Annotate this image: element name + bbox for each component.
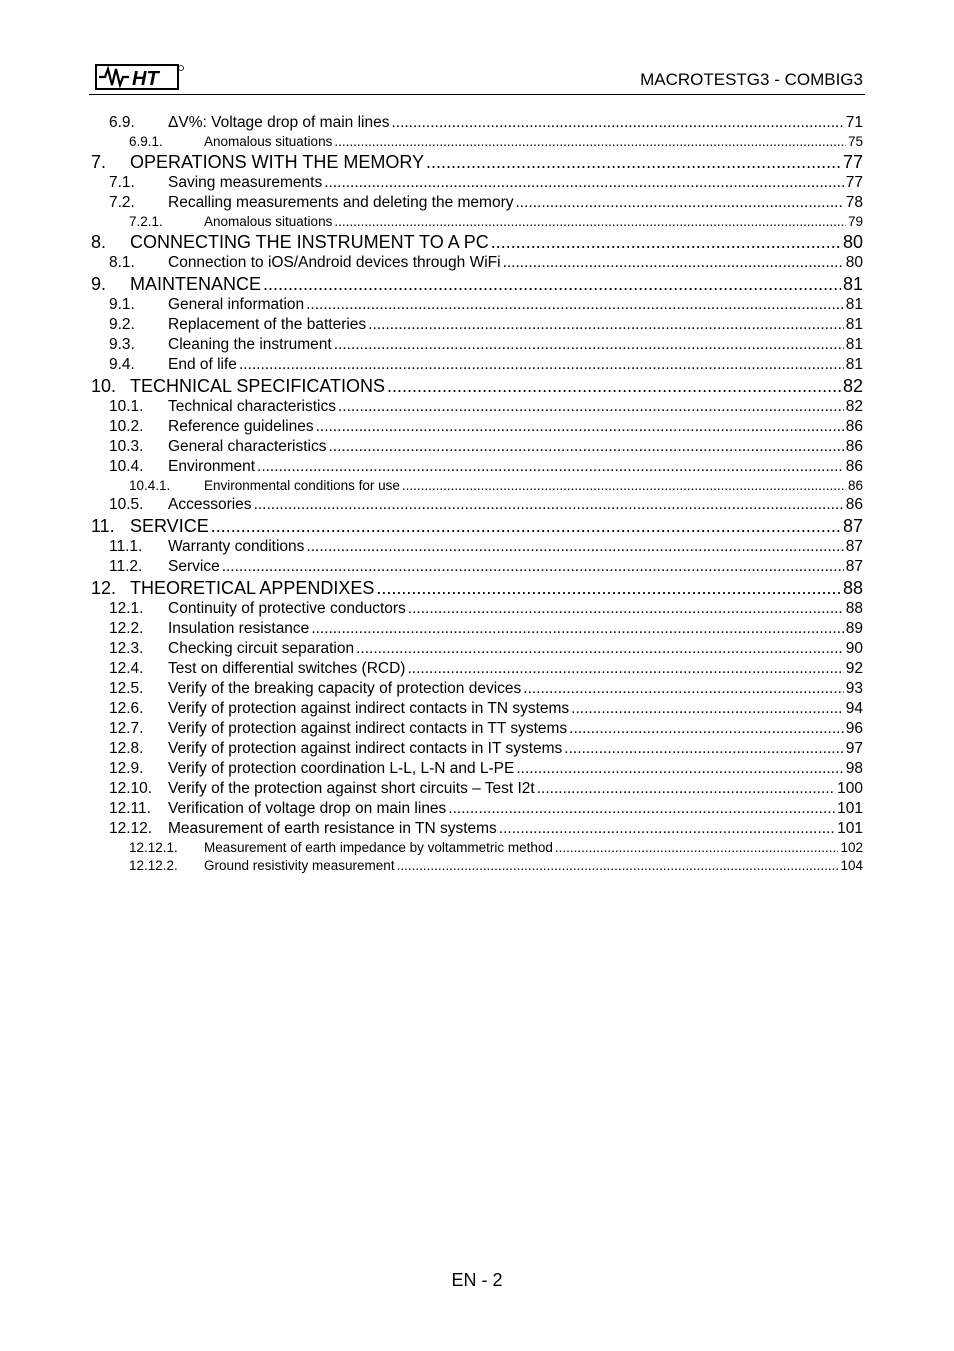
toc-entry[interactable] [91,133,863,151]
toc-entry-title: Checking circuit separation [168,640,355,657]
toc-entry-title: Measurement of earth impedance by voltammetric method [204,840,553,855]
toc-dot-leader [569,719,844,739]
toc-entry-title: Replacement of the batteries [168,316,367,333]
toc-entry-title: Continuity of protective conductors [168,600,406,617]
toc-entry-page: 86 [845,418,863,435]
toc-entry-number: 12. [91,578,117,598]
toc-entry[interactable] [91,515,863,537]
toc-entry-title: Ground resistivity measurement [204,858,395,873]
toc-entry-title: OPERATIONS WITH THE MEMORY [130,152,425,172]
toc-entry-number: 12.8. [109,740,144,757]
toc-entry-page: 82 [842,376,863,396]
toc-entry[interactable] [91,799,863,819]
toc-dot-leader [222,557,844,577]
toc-entry-number: 12.6. [109,700,144,717]
toc-dot-leader [211,515,841,537]
toc-entry-page: 81 [842,274,863,294]
toc-entry-number: 8. [91,232,107,252]
toc-entry-page: 101 [837,800,863,817]
toc-entry-page: 87 [842,516,863,536]
logo-text: HT [132,68,159,90]
toc-dot-leader [334,213,846,231]
toc-entry-page: 96 [845,720,863,737]
toc-entry-number: 12.5. [109,680,144,697]
document-title: MACROTESTG3 - COMBIG3 [640,70,863,89]
toc-entry-title: Reference guidelines [168,418,314,435]
toc-entry[interactable] [91,659,863,679]
toc-entry[interactable] [91,437,863,457]
toc-dot-leader [316,417,844,437]
ht-logo-icon [95,64,185,90]
toc-entry[interactable] [91,495,863,515]
toc-entry-title: Anomalous situations [204,214,333,229]
toc-dot-leader [402,477,846,495]
toc-entry[interactable] [91,779,863,799]
toc-entry-number: 12.4. [109,660,144,677]
toc-entry-page: 89 [845,620,863,637]
toc-entry-title: SERVICE [130,516,209,536]
toc-entry-title: Verify of protection against indirect contacts in IT systems [168,740,563,757]
toc-dot-leader [254,495,844,515]
toc-entry-title: MAINTENANCE [130,274,262,294]
toc-entry-page: 100 [837,780,863,797]
toc-entry[interactable] [91,417,863,437]
toc-entry-title: Measurement of earth resistance in TN systems [168,820,497,837]
toc-entry-title: THEORETICAL APPENDIXES [130,578,375,598]
toc-entry-number: 12.7. [109,720,144,737]
toc-entry[interactable] [91,619,863,639]
toc-entry-page: 79 [847,214,863,229]
toc-entry-title: Connection to iOS/Android devices through WiFi [168,254,501,271]
toc-entry[interactable] [91,375,863,397]
toc-dot-leader [564,739,843,759]
toc-entry[interactable] [91,819,863,839]
toc-entry[interactable] [91,679,863,699]
toc-entry-title: Accessories [168,496,252,513]
toc-entry-number: 12.9. [109,760,144,777]
toc-entry-page: 93 [845,680,863,697]
toc-entry-title: Verify of the breaking capacity of protection devices [168,680,522,697]
toc-dot-leader [338,397,844,417]
toc-entry-title: Recalling measurements and deleting the memory [168,194,514,211]
toc-entry-title: Environmental conditions for use [204,478,400,493]
toc-entry-number: 12.1. [109,600,144,617]
toc-entry-title: Warranty conditions [168,538,305,555]
toc-dot-leader [537,779,835,799]
toc-entry-title: Verify of protection against indirect contacts in TT systems [168,720,568,737]
toc-entry-page: 82 [845,398,863,415]
toc-entry-page: 81 [845,296,863,313]
toc-entry-page: 77 [845,174,863,191]
toc-entry-title: Anomalous situations [204,134,333,149]
table-of-contents [91,113,863,875]
toc-entry-title: TECHNICAL SPECIFICATIONS [130,376,386,396]
toc-entry-number: 10. [91,376,117,396]
toc-dot-leader [448,799,835,819]
toc-entry-number: 12.10. [109,780,153,797]
toc-entry-page: 92 [845,660,863,677]
toc-entry-page: 86 [847,478,863,493]
toc-entry-number: 10.3. [109,438,144,455]
toc-entry-number: 6.9.1. [129,134,163,149]
toc-entry[interactable] [91,151,863,173]
toc-entry-number: 12.2. [109,620,144,637]
toc-dot-leader [368,315,844,335]
toc-entry-title: Saving measurements [168,174,323,191]
toc-entry-page: 104 [840,858,863,873]
toc-entry[interactable] [91,335,863,355]
toc-entry[interactable] [91,213,863,231]
toc-entry-page: 80 [845,254,863,271]
toc-entry[interactable] [91,557,863,577]
toc-entry-number: 12.12. [109,820,153,837]
toc-entry-page: 81 [845,356,863,373]
toc-entry[interactable] [91,759,863,779]
toc-entry-number: 8.1. [109,254,135,271]
toc-entry-title: Test on differential switches (RCD) [168,660,406,677]
toc-dot-leader [306,295,844,315]
toc-entry[interactable] [91,857,863,875]
toc-entry-number: 9.2. [109,316,135,333]
toc-entry[interactable] [91,397,863,417]
toc-entry[interactable] [91,193,863,213]
toc-entry-page: 78 [845,194,863,211]
toc-dot-leader [426,151,841,173]
toc-dot-leader [311,619,843,639]
toc-dot-leader [376,577,841,599]
toc-entry-title: CONNECTING THE INSTRUMENT TO A PC [130,232,489,252]
toc-dot-leader [555,839,839,857]
toc-entry-number: 10.2. [109,418,144,435]
toc-entry-number: 9.3. [109,336,135,353]
toc-entry-title: General characteristics [168,438,327,455]
toc-entry-page: 81 [845,316,863,333]
toc-entry-page: 87 [845,558,863,575]
toc-entry-number: 10.1. [109,398,144,415]
toc-entry-number: 10.5. [109,496,144,513]
toc-dot-leader [491,231,841,253]
toc-entry-page: 102 [840,840,863,855]
toc-dot-leader [387,375,841,397]
toc-dot-leader [523,679,843,699]
toc-entry-number: 12.3. [109,640,144,657]
toc-dot-leader [571,699,844,719]
toc-entry-title: Cleaning the instrument [168,336,332,353]
toc-entry-title: End of life [168,356,237,373]
toc-entry[interactable] [91,699,863,719]
toc-entry-page: 71 [845,114,863,131]
toc-entry-number: 11.2. [109,558,143,575]
toc-entry[interactable] [91,719,863,739]
toc-entry[interactable] [91,739,863,759]
toc-dot-leader [397,857,839,875]
toc-entry-number: 12.12.2. [129,858,178,873]
toc-entry-page: 88 [845,600,863,617]
toc-entry-page: 86 [845,438,863,455]
toc-dot-leader [515,193,843,213]
toc-dot-leader [306,537,843,557]
toc-dot-leader [263,273,841,295]
toc-entry-title: Verify of protection coordination L-L, L-N and L-PE [168,760,515,777]
toc-entry[interactable] [91,639,863,659]
toc-entry-page: 86 [845,458,863,475]
toc-entry-number: 9. [91,274,107,294]
toc-dot-leader [329,437,844,457]
toc-entry-number: 9.4. [109,356,135,373]
toc-entry-page: 94 [845,700,863,717]
toc-entry[interactable] [91,273,863,295]
toc-entry[interactable] [91,173,863,193]
toc-entry-page: 75 [847,134,863,149]
toc-entry[interactable] [91,231,863,253]
toc-dot-leader [516,759,843,779]
toc-entry-number: 11.1. [109,538,143,555]
toc-entry[interactable] [91,315,863,335]
toc-entry-title: Service [168,558,220,575]
toc-dot-leader [356,639,844,659]
toc-entry-page: 80 [842,232,863,252]
toc-entry-number: 7.2. [109,194,135,211]
toc-entry[interactable] [91,577,863,599]
toc-entry[interactable] [91,253,863,273]
toc-entry[interactable] [91,355,863,375]
toc-entry-number: 12.12.1. [129,840,178,855]
toc-entry-number: 7. [91,152,107,172]
toc-entry-page: 97 [845,740,863,757]
toc-dot-leader [407,659,843,679]
toc-entry-title: Verify of protection against indirect contacts in TN systems [168,700,570,717]
toc-entry[interactable] [91,295,863,315]
toc-entry-number: 7.1. [109,174,135,191]
toc-entry[interactable] [91,457,863,477]
toc-entry-page: 101 [837,820,863,837]
toc-entry-title: Environment [168,458,256,475]
toc-entry[interactable] [91,113,863,133]
toc-entry-number: 7.2.1. [129,214,163,229]
toc-entry-title: Verify of the protection against short circuits – Test I2t [168,780,535,797]
page-number: EN - 2 [451,1270,503,1290]
toc-dot-leader [408,599,844,619]
toc-entry-number: 10.4. [109,458,144,475]
page-header [89,62,865,95]
toc-entry-title: General information [168,296,305,313]
toc-dot-leader [257,457,844,477]
toc-dot-leader [499,819,835,839]
toc-entry[interactable] [91,537,863,557]
toc-entry-page: 88 [842,578,863,598]
toc-dot-leader [334,335,844,355]
toc-entry-title: Technical characteristics [168,398,336,415]
toc-entry-page: 77 [842,152,863,172]
toc-entry-page: 90 [845,640,863,657]
toc-entry-title: ΔV%: Voltage drop of main lines [168,114,390,131]
toc-dot-leader [239,355,844,375]
toc-entry[interactable] [91,477,863,495]
toc-entry-number: 11. [91,516,115,536]
toc-entry-title: Insulation resistance [168,620,310,637]
toc-dot-leader [334,133,846,151]
toc-entry-page: 87 [845,538,863,555]
toc-entry[interactable] [91,839,863,857]
toc-dot-leader [503,253,844,273]
toc-entry-number: 9.1. [109,296,135,313]
toc-entry[interactable] [91,599,863,619]
toc-dot-leader [324,173,844,193]
toc-entry-title: Verification of voltage drop on main lines [168,800,447,817]
toc-entry-number: 12.11. [109,800,151,817]
toc-dot-leader [391,113,843,133]
toc-entry-page: 81 [845,336,863,353]
toc-entry-number: 6.9. [109,114,135,131]
toc-entry-number: 10.4.1. [129,478,171,493]
toc-entry-page: 98 [845,760,863,777]
toc-entry-page: 86 [845,496,863,513]
